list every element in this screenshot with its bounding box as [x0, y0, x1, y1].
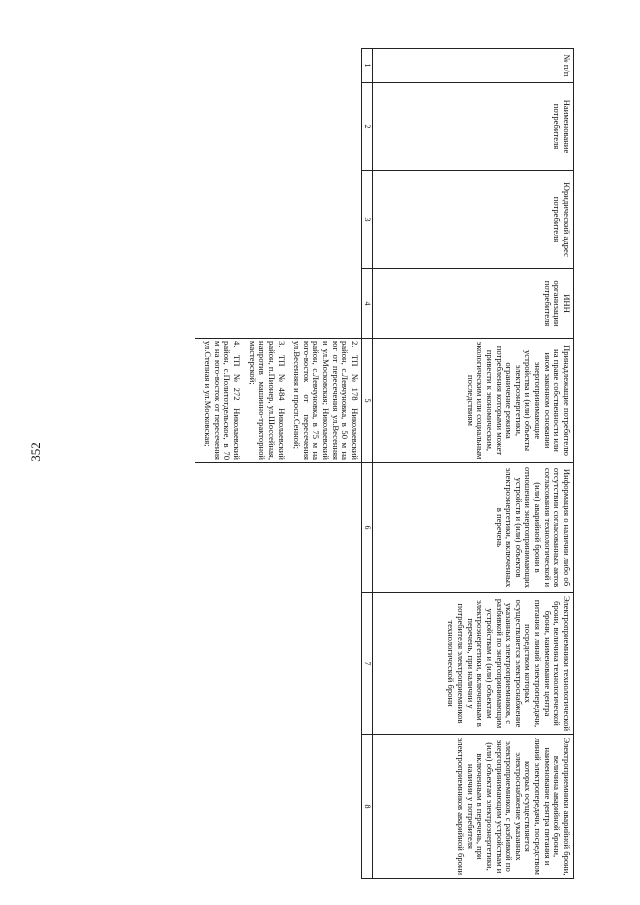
- list-item: 4. ТП №272 Николаевский район, с.Политотдельское, в 70 м на юго-восток от пересечения ул.Степная и ул.Московская;: [203, 341, 243, 460]
- column-number-row: [362, 49, 373, 879]
- column-number: 3: [362, 171, 373, 269]
- header-row: [373, 49, 574, 879]
- column-number: 5: [362, 339, 373, 463]
- header-cell: Наименование потребителя: [373, 83, 574, 171]
- consumer-table: [195, 48, 574, 879]
- list-item: 3. ТП №484 Николаевский район, п.Пионер, ул.Шоссейная, напротив машинно-тракторной мастерской;: [247, 341, 287, 460]
- column-number: 2: [362, 83, 373, 171]
- column-number: 4: [362, 269, 373, 339]
- rotated-table-container: [203, 48, 574, 878]
- header-cell: Принадлежащие потребителю на праве собственности или ином законном основании энергопринимающие устройства и (или) объекты электроэнергетики, ограничение режима потребления которыми может привести к экономическим, экологическим или социальным последствиям: [373, 339, 574, 463]
- header-cell: № п/п: [373, 49, 574, 83]
- header-cell: Юридический адрес потребителя: [373, 171, 574, 269]
- column-number: 7: [362, 593, 373, 735]
- header-cell: Информация о наличии либо об отсутствии согласованных актов согласования технологической и (или) аварийной брони в отношении энергопринимающих устройств и (или) объектов электроэнергетики, включенных в перечень: [373, 463, 574, 593]
- column-number: 1: [362, 49, 373, 83]
- col5-data-cell: [195, 339, 362, 463]
- column-number: 8: [362, 735, 373, 879]
- page-number: 352: [28, 442, 43, 462]
- list-item: 2. ТП №178 Николаевский район, с.Левчуновка, в 50 м на юг от пересечения ул.Весенняя и ул.Московская; Николаевский район, с.Левчуновка, в 75 м на юго-восток от пересечения ул.Весенняя и просп.Сенной;: [292, 341, 360, 460]
- header-cell: Электроприемники аварийной брони, величина аварийной брони, наименование центра питания и линий электропередачи, посредством которых осуществляется электроснабжение указанных электроприемников, с разбивкой по энергопринимающим устройствам и (или) объектам электроэнергетики, включенным в перечень, при наличии у потребителя электроприемников аварийной брони: [373, 735, 574, 879]
- header-cell: ИНН организации потребителя: [373, 269, 574, 339]
- header-cell: Электроприемники технологической брони, величина технологической брони, наименование центра питания и линий электропередачи, посредством которых осуществляется электроснабжение указанных электроприемников, с разбивкой по энергопринимающим устройствам и (или) объектам электроэнергетики, включенным в перечень, при наличии у потребителя электроприемников технологической брони: [373, 593, 574, 735]
- data-row: [195, 49, 362, 879]
- column-number: 6: [362, 463, 373, 593]
